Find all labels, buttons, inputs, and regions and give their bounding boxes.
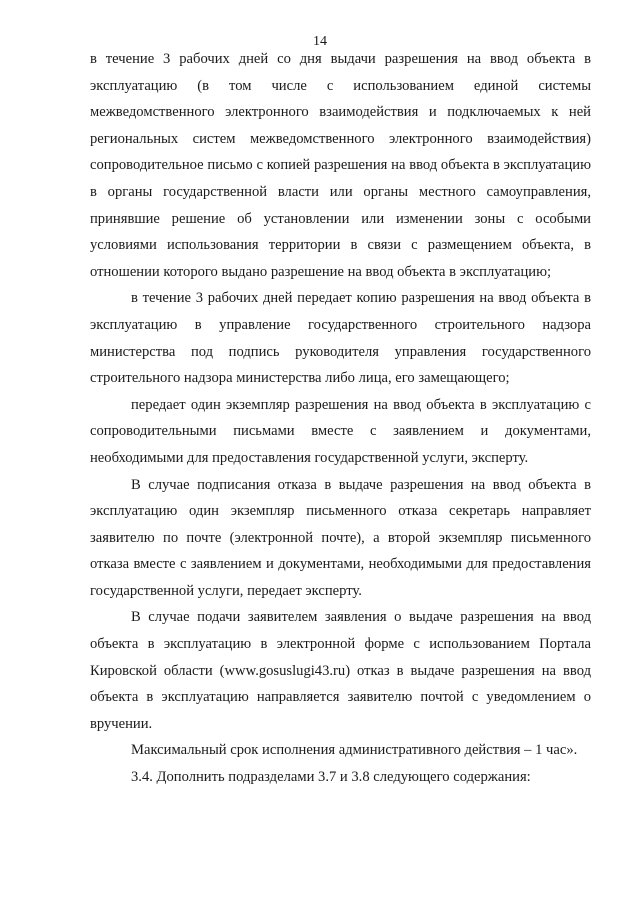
paragraph-transfer-to-expert: передает один экземпляр разрешения на ввод объекта в эксплуатацию с сопроводительными письмами вместе с заявлением и документами, необходимыми для предоставления государственной услуги, эксперту. <box>90 396 591 466</box>
paragraph-notify-authorities: в течение 3 рабочих дней со дня выдачи разрешения на ввод объекта в эксплуатацию (в том числе с использованием единой системы межведомственного электронного взаимодействия и подключаемых к ней региональных систем межведомственного электронного взаимодействия) сопроводительное письмо с копией разрешения на ввод объекта в эксплуатацию в органы государственной власти или органы местного самоуправления, принявшие решение об установлении или изменении зоны с особыми условиями использования территории в связи с размещением объекта, в отношении которого выдано разрешение на ввод объекта в эксплуатацию; <box>90 51 591 280</box>
paragraph-electronic-application: В случае подачи заявителем заявления о выдаче разрешения на ввод объекта в эксплуатацию в электронной форме с использованием Портала Кировской области (www.gosuslugi43.ru) отказ в выдаче разрешения на ввод объекта в эксплуатацию направляется заявителю почтой с уведомлением о вручении. <box>90 609 591 732</box>
paragraph-amendment-3-4: 3.4. Дополнить подразделами 3.7 и 3.8 следующего содержания: <box>131 769 531 786</box>
document-body <box>90 46 591 791</box>
page-number: 14 <box>313 34 327 49</box>
paragraph-transfer-copy: в течение 3 рабочих дней передает копию разрешения на ввод объекта в эксплуатацию в управление государственного строительного надзора министерства под подпись руководителя управления государственного строительного надзора министерства либо лица, его замещающего; <box>90 290 591 387</box>
paragraph-refusal-signing: В случае подписания отказа в выдаче разрешения на ввод объекта в эксплуатацию один экземпляр письменного отказа секретарь направляет заявителю по почте (электронной почте), а второй экземпляр письменного отказа вместе с заявлением и документами, необходимыми для предоставления государственной услуги, передает эксперту. <box>90 476 591 599</box>
paragraph-max-duration: Максимальный срок исполнения административного действия – 1 час». <box>131 742 578 759</box>
